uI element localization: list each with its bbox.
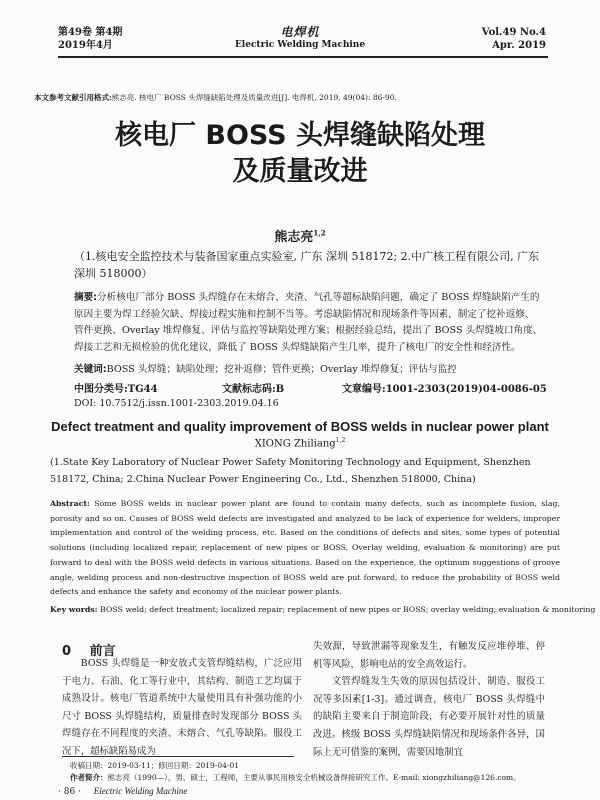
- journal-name-en: Electric Welding Machine: [234, 40, 366, 50]
- citation-text: 熊志亮. 核电厂 BOSS 头焊缝缺陷处理及质量改进[J]. 电焊机, 2019, 49(04): 86-90.: [111, 93, 397, 102]
- abstract-en-text: Some BOSS welds in nuclear power plant are found to contain many defects, such as incomplete fusion, slag, porosity and so on. Causes of BOSS weld defects are investigated and analyzed to be lack of experience for welders, improper implementation and control of the welding process, etc. Based on the conditions of defects and sites, some types of potential solutions (including localized repair, replacement of new pipes or BOSS, Overlay welding, evaluation & monitoring) are put forward to deal with the BOSS weld defects in various situations. Based on the experience, the optimum suggestions of groove angle, welding process and non-destructive inspection of BOSS weld are put forward, to reduce the probability of BOSS weld defects and enhance the safety and economy of the nuclear power plants.: [50, 499, 560, 597]
- page-number: · 86 ·: [58, 787, 81, 797]
- citation-line: [34, 92, 574, 103]
- author-en: [0, 437, 600, 449]
- author-en-name: XIONG Zhiliang: [254, 438, 336, 450]
- author-en-sup: 1,2: [335, 437, 346, 444]
- abstract-cn: [74, 290, 544, 356]
- author-cn-sup: 1,2: [313, 228, 326, 238]
- footnote-dates: 收稿日期：2019-03-11；修回日期：2019-04-01: [70, 761, 239, 770]
- header-rule: [58, 56, 548, 58]
- abstract-cn-label: 摘要:: [74, 292, 98, 303]
- body-left-column: BOSS 头焊缝是一种安放式支管焊缝结构，广泛应用于电力、石油、化工等行业中，其结构、制造工艺均属于成熟设计。核电厂管道系统中大量使用具有补强功能的小尺寸 BOSS 头焊缝结构，质量排查时发现部分 BOSS 头焊缝存在不同程度的夹渣、未熔合、气孔等缺陷。服役工况下，超标缺陷易成为: [62, 658, 302, 757]
- footnote-author-label: 作者简介：: [70, 773, 108, 782]
- keywords-cn-label: 关键词:: [74, 364, 107, 375]
- volume-issue-en: Vol.49 No.4: [481, 27, 546, 38]
- keywords-en-text: BOSS weld; defect treatment; localized repair; replacement of new pipes or BOSS; overlay welding; evaluation & monitoring: [100, 605, 596, 614]
- clc-number: 中图分类号:TG44: [74, 384, 158, 395]
- abstract-en-label: Abstract:: [50, 499, 90, 508]
- publish-date-en: Apr. 2019: [492, 40, 546, 51]
- article-number: 文章编号:1001-2303(2019)04-0086-05: [342, 384, 547, 395]
- body-right-para2: 文管焊缝发生失效的原因包括设计、制造、服役工况等多因素[1-3]。通过调查，核电厂 BOSS 头焊缝中的缺陷主要来自于制造阶段，有必要开展针对性的质量改进。核级 BOSS 头焊缝缺陷情况和现场条件各异，国际上无可借鉴的案例，需要因地制宜: [313, 676, 545, 758]
- header-right: [482, 26, 546, 52]
- document-code: 文献标志码:B: [222, 384, 285, 395]
- title-en: Defect treatment and quality improvement of BOSS welds in nuclear power plant: [51, 419, 549, 434]
- body-right-column: [313, 638, 545, 761]
- body-right-para1: 失效源，导致泄漏等现象发生，有触发反应堆停堆、停机等风险，影响电站的安全高效运行。: [313, 641, 545, 670]
- affiliation-en: (1.State Key Laboratory of Nuclear Power Safety Monitoring Technology and Equipment, Shenzhen 518172, China; 2.China Nuclear Power Engineering Co., Ltd., Shenzhen 518000, China): [50, 457, 531, 485]
- footer-journal: Electric Welding Machine: [93, 786, 188, 796]
- title-cn-line1: 核电厂 BOSS 头焊缝缺陷处理: [114, 120, 485, 151]
- keywords-cn: [74, 362, 544, 379]
- citation-label: 本文参考文献引用格式:: [34, 93, 112, 102]
- author-cn: [0, 226, 600, 245]
- section-number: 0: [62, 644, 72, 659]
- title-cn-line2: 及质量改进: [232, 156, 368, 187]
- footnote-author: [70, 772, 570, 783]
- footnote-rule: [62, 756, 294, 757]
- author-cn-name: 熊志亮: [274, 230, 314, 245]
- doi: DOI: 10.7512/j.issn.1001-2303.2019.04.16: [74, 398, 279, 409]
- page-footer: [58, 786, 187, 797]
- section-title: 前言: [89, 644, 116, 659]
- abstract-en: [50, 497, 560, 600]
- affiliation-cn: （1.核电安全监控技术与装备国家重点实验室, 广东 深圳 518172; 2.中广核工程有限公司, 广东 深圳 518000）: [74, 250, 540, 280]
- keywords-en-label: Key words:: [50, 605, 98, 614]
- abstract-cn-text: 分析核电厂部分 BOSS 头焊缝存在未熔合、夹渣、气孔等超标缺陷问题，确定了 BOSS 焊缝缺陷产生的原因主要为焊工经验欠缺、焊接过程实施和控制不当等。考虑缺陷情况和现场条件等因素，制定了挖补返修、管件更换、Overlay 堆焊修复、评估与监控等缺陷处理方案；根据经验总结，提出了 BOSS 头焊缝坡口角度、焊接工艺和无损检验的优化建议，降低了 BOSS 头焊缝缺陷产生几率，提升了核电厂的安全性和经济性。: [74, 292, 543, 353]
- keywords-cn-text: BOSS 头焊缝；缺陷处理；挖补返修；管件更换；Overlay 堆焊修复；评估与监控: [106, 364, 457, 375]
- keywords-en: [50, 603, 596, 616]
- footnote-author-text: 熊志亮（1990—），男，硕士，工程师，主要从事民用核安全机械设备焊接研究工作。E-mail: xiongzhiliang@126.com。: [107, 773, 521, 782]
- volume-issue: 第49卷 第4期: [58, 27, 123, 38]
- journal-logo: 电焊机: [280, 25, 320, 39]
- publish-date-cn: 2019年4月: [58, 40, 113, 51]
